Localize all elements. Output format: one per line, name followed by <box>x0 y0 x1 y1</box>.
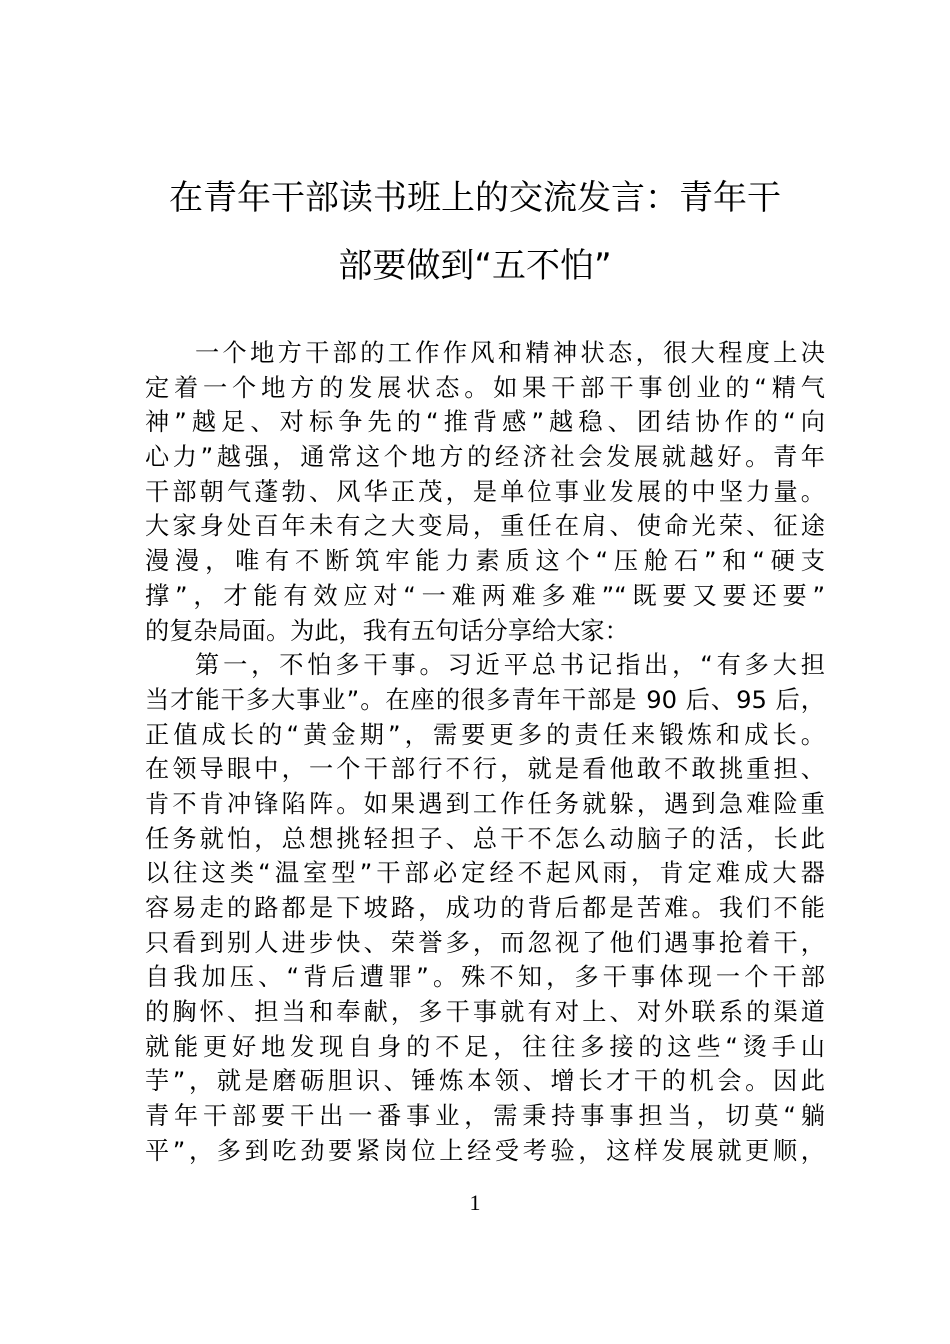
paragraph-line: 当才能干多大事业”。在座的很多青年干部是 90 后、95 后， <box>145 685 825 714</box>
paragraph-point-one <box>145 648 825 1168</box>
document-title-line-1: 在青年干部读书班上的交流发言：青年干 <box>169 178 781 218</box>
paragraph-line: 平”，多到吃劲要紧岗位上经受考验，这样发展就更顺， <box>145 1136 825 1165</box>
paragraph-line: 正值成长的“黄金期”，需要更多的责任来锻炼和成长。 <box>145 720 825 749</box>
page-number: 1 <box>469 1190 481 1215</box>
paragraph-line: 任务就怕，总想挑轻担子、总干不怎么动脑子的活，长此 <box>145 824 825 853</box>
paragraph-line: 定着一个地方的发展状态。如果干部干事创业的“精气 <box>145 373 825 402</box>
paragraph-line: 一个地方干部的工作作风和精神状态，很大程度上决 <box>195 339 825 367</box>
paragraph-line: 神”越足、对标争先的“推背感”越稳、团结协作的“向 <box>145 408 825 437</box>
document-title-line-2: 部要做到“五不怕” <box>338 246 612 286</box>
paragraph-line: 肯不肯冲锋陷阵。如果遇到工作任务就躲，遇到急难险重 <box>145 789 825 818</box>
paragraph-line: 撑”，才能有效应对“一难两难多难”“既要又要还要” <box>145 581 825 610</box>
paragraph-line: 干部朝气蓬勃、风华正茂，是单位事业发展的中坚力量。 <box>145 477 825 506</box>
paragraph-line: 以往这类“温室型”干部必定经不起风雨，肯定难成大器 <box>145 859 825 888</box>
paragraph-line: 容易走的路都是下坡路，成功的背后都是苦难。我们不能 <box>145 894 825 922</box>
paragraph-intro <box>145 336 825 648</box>
paragraph-line: 漫漫，唯有不断筑牢能力素质这个“压舱石”和“硬支 <box>145 547 825 576</box>
paragraph-line: 的复杂局面。为此，我有五句话分享给大家： <box>145 616 629 645</box>
paragraph-line: 心力”越强，通常这个地方的经济社会发展就越好。青年 <box>145 443 825 472</box>
paragraph-line: 的胸怀、担当和奉献，多干事就有对上、对外联系的渠道 <box>145 998 825 1027</box>
paragraph-line: 只看到别人进步快、荣誉多，而忽视了他们遇事抢着干， <box>145 928 825 957</box>
paragraph-line: 青年干部要干出一番事业，需秉持事事担当，切莫“躺 <box>145 1102 825 1131</box>
paragraph-line: 在领导眼中，一个干部行不行，就是看他敢不敢挑重担、 <box>145 755 825 784</box>
paragraph-line: 自我加压、“背后遭罪”。殊不知，多干事体现一个干部 <box>145 963 825 992</box>
paragraph-line: 芋”，就是磨砺胆识、锤炼本领、增长才干的机会。因此 <box>145 1067 825 1096</box>
paragraph-line: 就能更好地发现自身的不足，往往多接的这些“烫手山 <box>145 1032 825 1061</box>
paragraph-line: 大家身处百年未有之大变局，重任在肩、使命光荣、征途 <box>145 512 825 541</box>
paragraph-line: 第一，不怕多干事。习近平总书记指出，“有多大担 <box>195 651 825 680</box>
document-body <box>145 336 825 1169</box>
